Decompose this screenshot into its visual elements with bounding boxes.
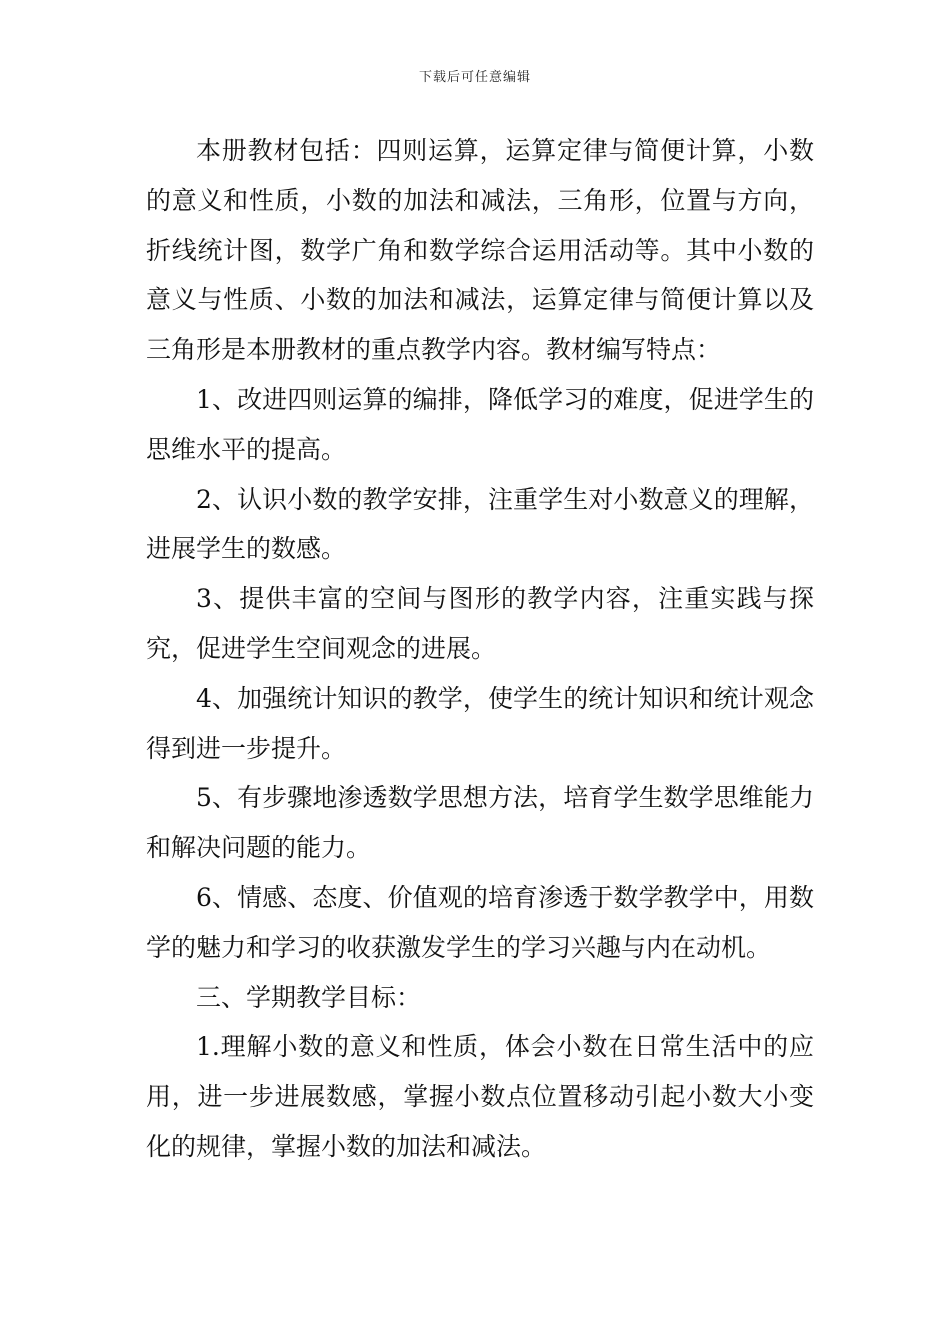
section-heading-goals: 三、学期教学目标： (196, 982, 422, 1012)
paragraph-feature-5: 5、有步骤地渗透数学思想方法，培育学生数学思维能力和解决问题的能力。 (146, 783, 814, 863)
paragraph-feature-4: 4、加强统计知识的教学，使学生的统计知识和统计观念得到进一步提升。 (146, 683, 814, 763)
paragraph-goal-1: 1.理解小数的意义和性质，体会小数在日常生活中的应用，进一步进展数感，掌握小数点位置移动引起小数大小变化的规律，掌握小数的加法和减法。 (146, 1032, 814, 1161)
paragraph-feature-6: 6、情感、态度、价值观的培育渗透于数学教学中，用数学的魅力和学习的收获激发学生的学习兴趣与内在动机。 (146, 882, 814, 962)
header-note: 下载后可任意编辑 (418, 70, 531, 85)
document-body (146, 126, 814, 1172)
paragraph-feature-1: 1、改进四则运算的编排，降低学习的难度，促进学生的思维水平的提高。 (146, 384, 814, 464)
paragraph-intro: 本册教材包括：四则运算，运算定律与简便计算，小数的意义和性质，小数的加法和减法，三角形，位置与方向，折线统计图，数学广角和数学综合运用活动等。其中小数的意义与性质、小数的加法和减法，运算定律与简便计算以及三角形是本册教材的重点教学内容。教材编写特点： (146, 136, 814, 365)
paragraph-feature-3: 3、提供丰富的空间与图形的教学内容，注重实践与探究，促进学生空间观念的进展。 (146, 584, 814, 663)
paragraph-feature-2: 2、认识小数的教学安排，注重学生对小数意义的理解，进展学生的数感。 (146, 484, 814, 564)
